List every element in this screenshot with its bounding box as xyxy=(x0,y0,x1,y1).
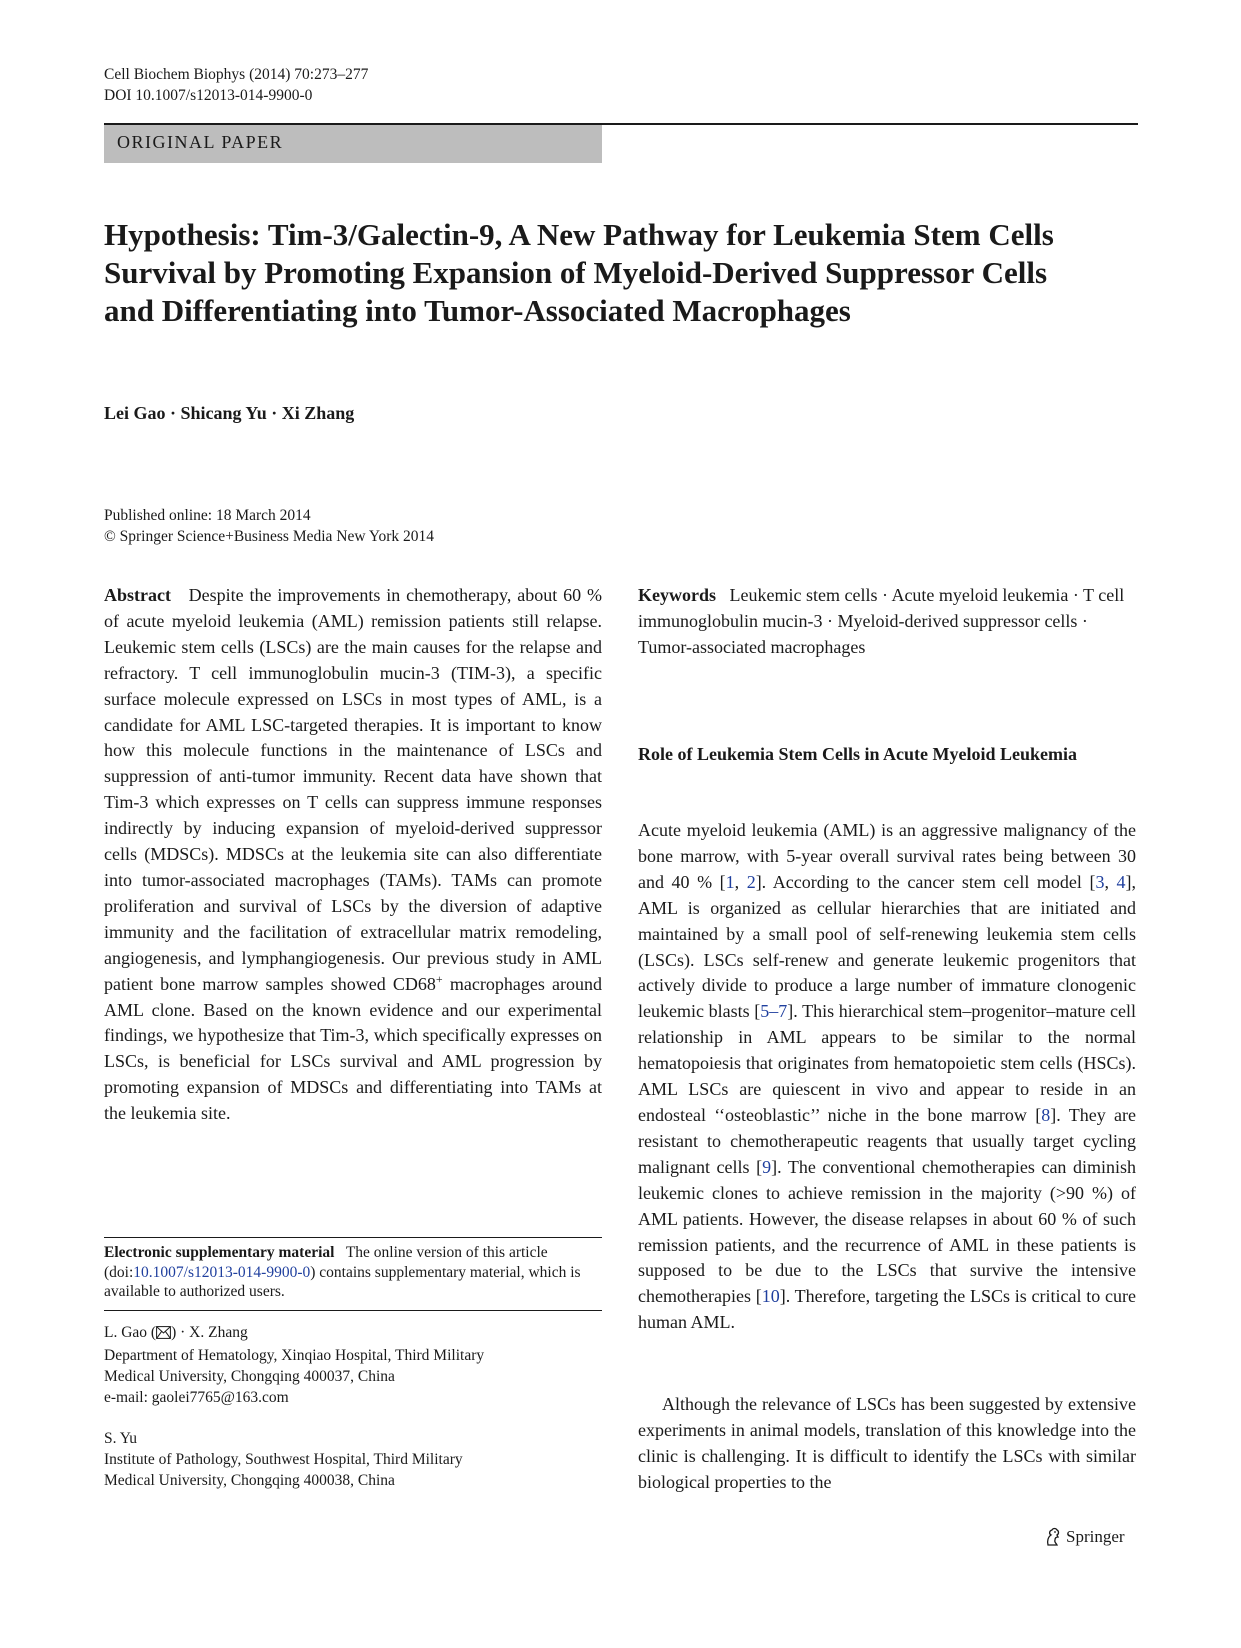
abstract-text-2: macrophages around AML clone. Based on the known evidence and our experimental findings, we hypothesize that Tim-3, which specifically expresses on LSCs, is beneficial for LSCs survival and AML progression by promoting expansion of MDSCs and differentiating into TAMs at the leukemia site. xyxy=(104,973,602,1124)
citation-link[interactable]: 2 xyxy=(746,871,756,892)
citation-link[interactable]: 4 xyxy=(1116,871,1126,892)
section-heading: Role of Leukemia Stem Cells in Acute Myeloid Leukemia xyxy=(638,744,1077,764)
section-label: ORIGINAL PAPER xyxy=(117,132,284,152)
body-text: ]. The conventional chemotherapies can diminish leukemic clones to achieve remission in the majority (>90 %) of AML patients. However, the disease relapses in about 60 % of such remission patients, and the recurrence of AML in these patients is supposed to be due to the LSCs that survive the intensive chemotherapies [ xyxy=(638,1156,1137,1307)
springer-horse-icon xyxy=(1044,1527,1062,1547)
publication-info xyxy=(104,505,434,547)
article-title: Hypothesis: Tim-3/Galectin-9, A New Pathway for Leukemia Stem Cells Survival by Promoting Expansion of Myeloid-Derived Suppressor Cells and Differentiating into Tumor-Associated Macrophages xyxy=(104,217,1054,328)
body-paragraph xyxy=(638,818,1136,1336)
citation-link[interactable]: 10 xyxy=(761,1286,780,1307)
keywords-label: Keywords xyxy=(638,585,716,605)
affiliation-names xyxy=(104,1322,484,1345)
supplementary-doi-link[interactable]: 10.1007/s12013-014-9900-0 xyxy=(133,1263,311,1281)
body-text: ]. Therefore, targeting the LSCs is critical to cure human AML. xyxy=(638,1286,1136,1333)
supplementary-divider xyxy=(104,1237,602,1238)
doi-line: DOI 10.1007/s12013-014-9900-0 xyxy=(104,87,313,104)
affiliation-dept: Institute of Pathology, Southwest Hospital, Third Military xyxy=(104,1451,463,1468)
citation-link[interactable]: 5–7 xyxy=(760,1001,788,1022)
envelope-icon[interactable] xyxy=(156,1324,171,1345)
abstract-superscript: + xyxy=(435,971,443,986)
citation-link[interactable]: 9 xyxy=(762,1156,772,1177)
affiliation-univ: Medical University, Chongqing 400037, China xyxy=(104,1368,395,1385)
citation-link[interactable]: 8 xyxy=(1041,1104,1051,1125)
affiliation-dept: Department of Hematology, Xinqiao Hospital, Third Military xyxy=(104,1347,485,1364)
body-text: ]. According to the cancer stem cell model [ xyxy=(755,871,1096,892)
affiliation-univ: Medical University, Chongqing 400038, China xyxy=(104,1472,395,1489)
journal-citation xyxy=(104,64,368,106)
abstract-text-1: Despite the improvements in chemotherapy, about 60 % of acute myeloid leukemia (AML) remission patients still relapse. Leukemic stem cells (LSCs) are the main causes for the relapse and refractory. T cell immunoglobulin mucin-3 (TIM-3), a specific surface molecule expressed on LSCs in most types of AML, is a candidate for AML LSC-targeted therapies. It is important to know how this molecule functions in the maintenance of LSCs and suppression of anti-tumor immunity. Recent data have shown that Tim-3 which expresses on T cells can suppress immune responses indirectly by inducing expansion of myeloid-derived suppressor cells (MDSCs). MDSCs at the leukemia site can also differentiate into tumor-associated macrophages (TAMs). TAMs can promote proliferation and survival of LSCs by the diversion of adaptive immunity and the facilitation of extracellular matrix remodeling, angiogenesis, and lymphangiogenesis. Our previous study in AML patient bone marrow samples showed CD68 xyxy=(104,585,602,994)
body-text: ]. They are resistant to chemotherapeutic reagents that usually target cycling malignant cells [ xyxy=(638,1104,1136,1177)
affiliation-names: S. Yu xyxy=(104,1430,138,1447)
supplementary-text-before: The online version of this article (doi: xyxy=(104,1244,548,1281)
supplementary-label: Electronic supplementary material xyxy=(104,1244,335,1261)
body-paragraph: Although the relevance of LSCs has been suggested by extensive experiments in animal models, translation of this knowledge into the clinic is challenging. It is difficult to identify the LSCs with similar biological properties to the xyxy=(638,1394,1136,1492)
keywords xyxy=(638,583,1136,661)
affiliation-author-gao: L. Gao ( xyxy=(104,1324,157,1341)
published-date: Published online: 18 March 2014 xyxy=(104,507,311,524)
body-text: Acute myeloid leukemia (AML) is an aggressive malignancy of the bone marrow, with 5-year overall survival rates being between 30 and 40 % [ xyxy=(638,820,1136,892)
publisher-logo xyxy=(1044,1527,1125,1547)
supplementary-note xyxy=(104,1243,602,1302)
publisher-name: Springer xyxy=(1066,1527,1125,1546)
body-text: , xyxy=(734,871,747,892)
citation-link[interactable]: 1 xyxy=(725,871,735,892)
body-text: , xyxy=(1104,871,1117,892)
abstract-label: Abstract xyxy=(104,585,171,605)
supplementary-text-after: ) contains supplementary material, which is available to authorized users. xyxy=(104,1263,581,1300)
copyright-line: © Springer Science+Business Media New York 2014 xyxy=(104,528,435,545)
affiliation-divider xyxy=(104,1310,602,1311)
journal-line: Cell Biochem Biophys (2014) 70:273–277 xyxy=(104,66,369,83)
author-list: Lei Gao · Shicang Yu · Xi Zhang xyxy=(104,403,355,423)
affiliation-block xyxy=(104,1428,463,1491)
body-text: ]. This hierarchical stem–progenitor–mature cell relationship in AML appears to be similar to the normal hematopoiesis that originates from hematopoietic stem cells (HSCs). AML LSCs are quiescent in vivo and appear to reside in an endosteal ‘‘osteoblastic’’ niche in the bone marrow [ xyxy=(638,1001,1136,1125)
affiliation-author-zhang: ) · X. Zhang xyxy=(171,1324,248,1341)
affiliation-block xyxy=(104,1322,484,1408)
keywords-text: Leukemic stem cells · Acute myeloid leukemia · T cell immunoglobulin mucin-3 · Myeloid-derived suppressor cells · Tumor-associated macrophages xyxy=(638,585,1125,657)
affiliation-email[interactable]: e-mail: gaolei7765@163.com xyxy=(104,1389,289,1406)
citation-link[interactable]: 3 xyxy=(1095,871,1105,892)
abstract xyxy=(104,583,602,1127)
body-text: ], AML is organized as cellular hierarchies that are initiated and maintained by a small pool of self-renewing leukemia stem cells (LSCs). LSCs self-renew and generate leukemic progenitors that actively divide to produce a large number of immature clonogenic leukemic blasts [ xyxy=(638,871,1137,1022)
